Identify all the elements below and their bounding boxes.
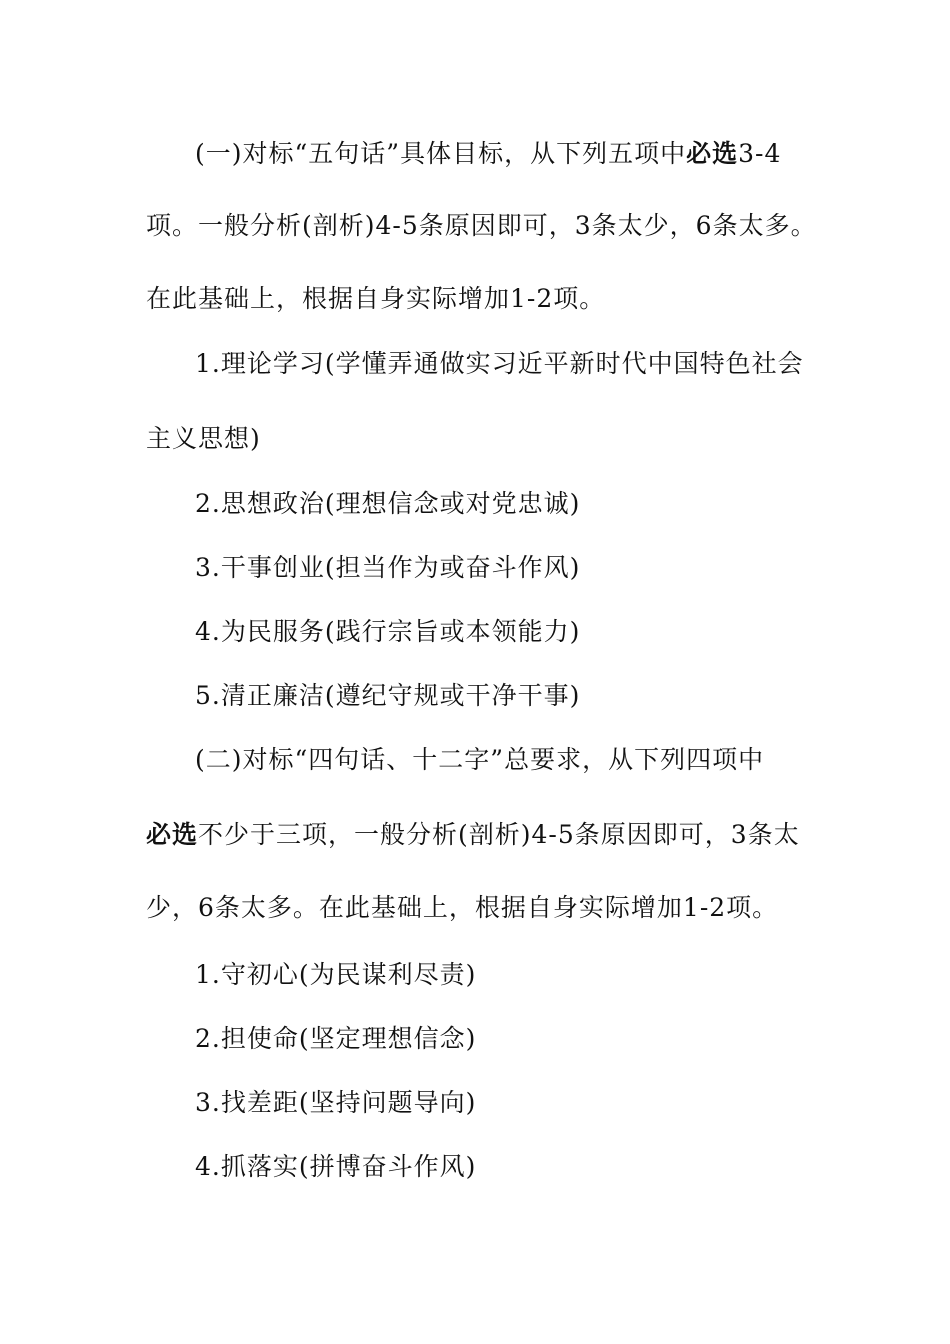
section2-intro-line2: [146, 820, 800, 850]
section1-intro-count: 3-4: [738, 139, 782, 168]
section2-item2: 2.担使命(坚定理想信念): [195, 1024, 477, 1053]
section1-item5: 5.清正廉洁(遵纪守规或干净干事): [195, 681, 581, 710]
section1-item1-line1: 1.理论学习(学懂弄通做实习近平新时代中国特色社会: [195, 349, 804, 378]
section2-item1: 1.守初心(为民谋利尽责): [195, 960, 477, 989]
section1-required-emphasis: 必选: [686, 139, 739, 168]
section2-item4: 4.抓落实(拼博奋斗作风): [195, 1152, 477, 1181]
section1-item4: 4.为民服务(践行宗旨或本领能力): [195, 617, 581, 646]
section1-item2: 2.思想政治(理想信念或对党忠诚): [195, 489, 581, 518]
section1-item3: 3.干事创业(担当作为或奋斗作风): [195, 553, 581, 582]
section1-intro-text: (一)对标“五句话”具体目标，从下列五项中: [195, 139, 687, 168]
section2-required-emphasis: 必选: [146, 820, 199, 849]
section1-item1-line2: 主义思想): [146, 424, 261, 453]
section1-intro-line1: [195, 139, 781, 169]
section2-intro-line1: (二)对标“四句话、十二字”总要求，从下列四项中: [195, 745, 765, 774]
section1-intro-line3: 在此基础上，根据自身实际增加1-2项。: [146, 284, 606, 313]
section2-intro-line3: 少，6条太多。在此基础上，根据自身实际增加1-2项。: [146, 893, 779, 922]
section2-intro-text: 不少于三项，一般分析(剖析)4-5条原因即可，3条太: [198, 820, 800, 849]
section2-item3: 3.找差距(坚持问题导向): [195, 1088, 477, 1117]
section1-intro-line2: 项。一般分析(剖析)4-5条原因即可，3条太少，6条太多。: [146, 211, 817, 240]
